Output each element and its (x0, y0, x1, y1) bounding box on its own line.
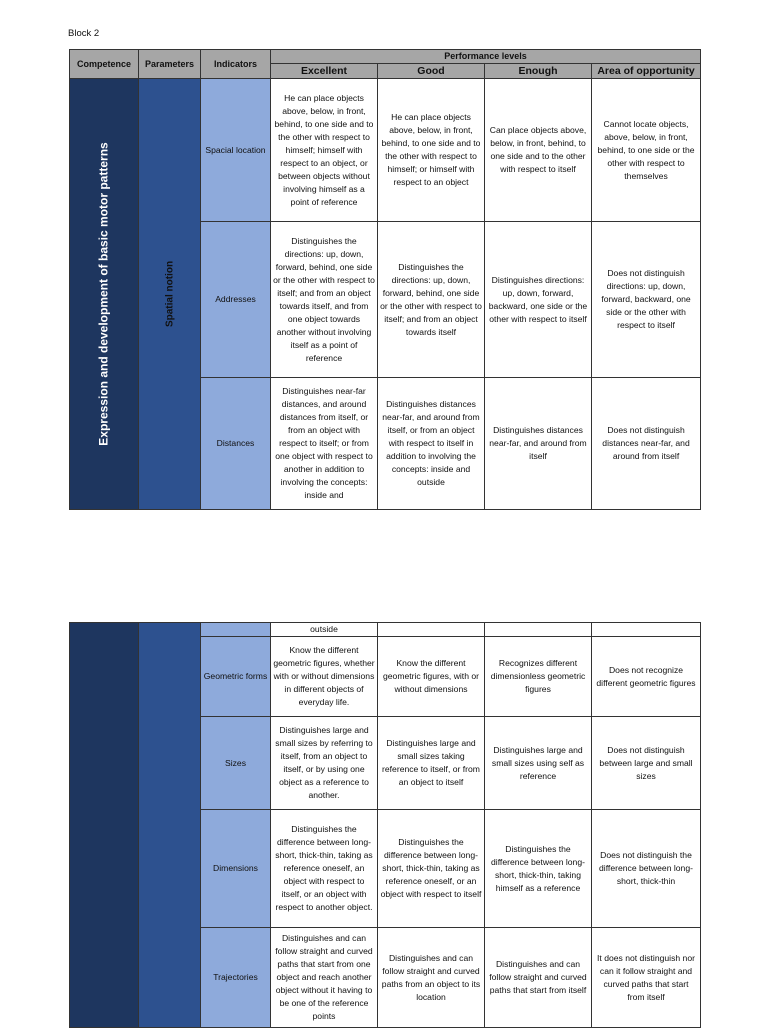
opportunity-cell: Does not distinguish distances near-far, and around from itself (592, 378, 701, 510)
excellent-cell: Distinguishes and can follow straight and curved paths that start from one object and reach another object without it having to be one of the reference points (271, 928, 378, 1028)
header-parameters: Parameters (139, 50, 201, 79)
competence-cell (70, 79, 139, 510)
header-indicators: Indicators (201, 50, 271, 79)
opportunity-cell: Does not distinguish between large and small sizes (592, 717, 701, 810)
good-cell: Distinguishes large and small sizes taking reference to itself, or from an object to itself (378, 717, 485, 810)
good-cell: Distinguishes the directions: up, down, forward, behind, one side or the other with respect to itself; and from an object towards itself (378, 222, 485, 378)
excellent-cell: Distinguishes the difference between long-short, thick-thin, taking as reference oneself, an object with respect to itself, or an object with respect to another object. (271, 810, 378, 928)
excellent-cell: Distinguishes near-far distances, and around distances from itself, or from an object with respect to itself; or from one object with respect to another in addition to involving the concepts: inside and (271, 378, 378, 510)
opportunity-cell: Does not distinguish the difference between long-short, thick-thin (592, 810, 701, 928)
good-cell: Distinguishes and can follow straight and curved paths from an object to its location (378, 928, 485, 1028)
table-row (70, 79, 701, 222)
continuation-cell: outside (271, 623, 378, 637)
opportunity-cell: It does not distinguish nor can it follow straight and curved paths that start from itself (592, 928, 701, 1028)
indicator-cell: Addresses (201, 222, 271, 378)
good-cell: Distinguishes the difference between long-short, thick-thin, taking as reference oneself, or an object with respect to itself (378, 810, 485, 928)
indicator-cell: Spacial location (201, 79, 271, 222)
table-row (70, 623, 701, 637)
indicator-cell: Trajectories (201, 928, 271, 1028)
enough-cell: Distinguishes distances near-far, and around from itself (485, 378, 592, 510)
empty-cell (378, 623, 485, 637)
excellent-cell: He can place objects above, below, in front, behind, to one side and to the other with respect to himself; himself with respect to an object, or between objects without involving himself as a point of reference (271, 79, 378, 222)
enough-cell: Distinguishes large and small sizes using self as reference (485, 717, 592, 810)
excellent-cell: Know the different geometric figures, whether with or without dimensions in different objects of everyday life. (271, 637, 378, 717)
good-cell: He can place objects above, below, in front, behind, to one side and to the other with respect to himself; or himself with respect to an object (378, 79, 485, 222)
indicator-cell: Sizes (201, 717, 271, 810)
header-level-enough: Enough (485, 64, 592, 79)
competence-cell-continued (70, 623, 139, 1028)
opportunity-cell: Does not distinguish directions: up, down, forward, backward, one side or the other with respect to itself (592, 222, 701, 378)
opportunity-cell: Does not recognize different geometric figures (592, 637, 701, 717)
parameter-label: Spatial notion (164, 260, 175, 328)
block-title: Block 2 (68, 28, 100, 39)
rubric-table-page-1 (69, 49, 701, 510)
header-level-good: Good (378, 64, 485, 79)
enough-cell: Recognizes different dimensionless geometric figures (485, 637, 592, 717)
empty-cell (592, 623, 701, 637)
empty-cell (485, 623, 592, 637)
indicator-cell-continued (201, 623, 271, 637)
parameter-cell (139, 79, 201, 510)
good-cell: Know the different geometric figures, with or without dimensions (378, 637, 485, 717)
indicator-cell: Distances (201, 378, 271, 510)
header-performance-levels: Performance levels (271, 50, 701, 64)
enough-cell: Can place objects above, below, in front, behind, to one side and to the other with respect to itself (485, 79, 592, 222)
excellent-cell: Distinguishes the directions: up, down, forward, behind, one side or the other with respect to itself; and from an object towards itself, and from one object towards another without involving itself as a point of reference (271, 222, 378, 378)
indicator-cell: Dimensions (201, 810, 271, 928)
rubric-table-page-2 (69, 622, 701, 1028)
excellent-cell: Distinguishes large and small sizes by referring to itself, from an object to itself, or by using one object as a reference to another. (271, 717, 378, 810)
enough-cell: Distinguishes the difference between long-short, thick-thin, taking himself as a reference (485, 810, 592, 928)
opportunity-cell: Cannot locate objects, above, below, in front, behind, to one side or the other with respect to themselves (592, 79, 701, 222)
enough-cell: Distinguishes directions: up, down, forward, backward, one side or the other with respect to itself (485, 222, 592, 378)
competence-label: Expression and development of basic motor patterns (96, 142, 111, 446)
parameter-cell-continued (139, 623, 201, 1028)
header-level-opportunity: Area of opportunity (592, 64, 701, 79)
header-level-excellent: Excellent (271, 64, 378, 79)
good-cell: Distinguishes distances near-far, and around from itself, or from an object with respect to itself in addition to involving the concepts: inside and outside (378, 378, 485, 510)
enough-cell: Distinguishes and can follow straight and curved paths that start from itself (485, 928, 592, 1028)
indicator-cell: Geometric forms (201, 637, 271, 717)
header-competence: Competence (70, 50, 139, 79)
